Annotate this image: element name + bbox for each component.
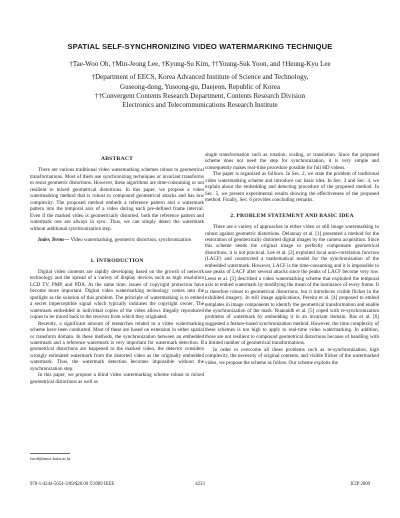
affiliation-2b: Electronics and Telecommunications Research Institute — [122, 101, 278, 110]
footnote-email: twoh@mmc.kaist.ac.kr — [30, 456, 71, 461]
right-column — [205, 152, 379, 366]
index-terms-label: Index Terms— — [38, 236, 70, 243]
section-2-paragraph-1: There are a variety of approaches in either video or still image watermarking to robust against geometric distortions. Delannay et al. [1] presented a method for the restoration of geometrically distorted digital images by the camera acquisition. Since this scheme needs the original image to perfectly compensate geometrical distortions, it is not practical. Lee et al. [2] exploited local auto-correlation function (LACF) and constructed a mathematical model for the synchronization of the embedded watermark. However, LACF is the time-consuming and it is impossible to use peaks of LACF after several attacks since the peaks of LACF become very low. Leest et al. [3] described a video watermarking scheme that exploited the temporal axis to embed watermark by modifying the mean of the luminance of every frame. It is therefore robust to geometrical distortions, but it introduces visible flicker in the exhibited imagery. In still image applications, Pereira et al. [4] proposed to embed templates in image components to identify the geometrical transformation and enable the synchronization of the mark. Ruanaidh et al. [5] coped with re-synchronization problems of watermark by embedding it in an invariant domain. Bas et al. [6] suggested a feature-based synchronization method. However, the time complexity of these schemes is too high to apply to real-time video watermarking. In addition, those are not resilient to compound geometrical distortions because of handling with a limited number of geometrical transformations. — [205, 224, 379, 347]
abstract-text: There are various traditional video watermarking schemes robust to geometrical transformations. Most of them use synchronizing techniques or invariant transforms to resist geometric distortions. However, these algorithms are time-consuming or not resilient to mixed geometrical distortions. In this paper, we propose a video watermarking method that is robust to compound geometrical attacks and has low complexity. The proposed method embeds a reference pattern and a watermark pattern into the temporal axis of a video during each pre-defined frame interval. Even if the marked video is geometrically distorted, both the reference pattern and watermark one are always in sync. Thus, we can simply detect the watermark without additional synchronization step. — [30, 167, 204, 232]
paper-title: SPATIAL SELF-SYNCHRONIZING VIDEO WATERMARKING TECHNIQUE — [67, 42, 333, 51]
section-2-heading: 2. PROBLEM STATEMENT AND BASIC IDEA — [230, 212, 354, 219]
section-2-paragraph-2: In order to overcome all these problems such as re-synchronization, high complexity, the necessity of original contents, and visible flicker of the watermarked video, we propose the scheme as follow. Our scheme exploits the — [205, 346, 379, 366]
affiliation-2a: ††Convergent Contents Research Department, Contents Research Division — [94, 91, 306, 100]
right-paragraph-2: The paper is organized as follows. In Sec. 2, we state the problem of traditional video watermarking scheme and introduce our basic idea. In Sec. 3 and Sec. 4, we explain about the embedding and detecting procedure of the proposed method. In Sec. 5, we present experimental results showing the effectiveness of the proposed method. Finally, Sec. 6 provides concluding remarks. — [205, 171, 379, 204]
intro-paragraph-1: Digital video contents are rapidly developing based on the growth of network technology and the spread of a variety of display devices such as high resolution LCD TV, PMP, and PDA. At the same time, issues of copyright protection have become more important. Digital video watermarking technology comes into the spotlight as the solution of this problem. The principle of watermarking is to embed a secret imperceptible signal which typically indicates the copyright owner. The watermark embedded in individual copies of the video allows illegally reproduced copies to be traced back to the receiver from which they originated. — [30, 268, 204, 321]
author-block — [0, 60, 400, 110]
affiliation-1a: †Department of EECS, Korea Advanced Institute of Science and Technology, — [91, 73, 309, 82]
footer-isbn: 978-1-4244-5654-3/09/$26.00 ©2009 IEEE — [30, 482, 115, 487]
affiliation-1b: Guseong-dong, Yuseong-gu, Daejeon, Republic of Korea — [120, 82, 280, 91]
index-terms — [30, 237, 204, 243]
footer-page-number: 4233 — [195, 482, 205, 487]
intro-paragraph-2: Recently, a significant amount of researches related to a video watermarking scheme have been conducted. Most of these are based on extension in either spatial or transform domain. In these methods, the synchronization between an embedded watermark and a reference watermark is very important for watermark detection. If geometrical distortions are happened to the marked video, the detector considers wrongly estimated watermark from the distorted video as the originally embedded watermark. Thus, the watermark detection becomes impossible without the synchronization step. — [30, 320, 204, 372]
introduction-heading: 1. INTRODUCTION — [90, 257, 144, 264]
left-column — [30, 156, 204, 385]
footnote-rule — [30, 453, 70, 454]
index-terms-text: Video watermarking, geometric distortion, synchronization — [69, 236, 192, 243]
footer-conference: ICIP 2009 — [350, 482, 370, 487]
abstract-heading: ABSTRACT — [100, 156, 134, 162]
authors-line: †Tae-Woo Oh, †Min-Jeong Lee, †Kyung-Su Kim, ††Young-Suk Yoon, and †Heung-Kyu Lee — [69, 60, 331, 68]
intro-paragraph-3: In this paper, we propose a blind video watermarking scheme robust to mixed geometrical distortions as well as — [30, 372, 204, 385]
right-paragraph-1: single transformation such as rotation, scaling, or translation. Since the proposed scheme does not need the step for synchronization, it is very simple and consequently makes real-time procedure possible for full HD videos. — [205, 152, 379, 171]
